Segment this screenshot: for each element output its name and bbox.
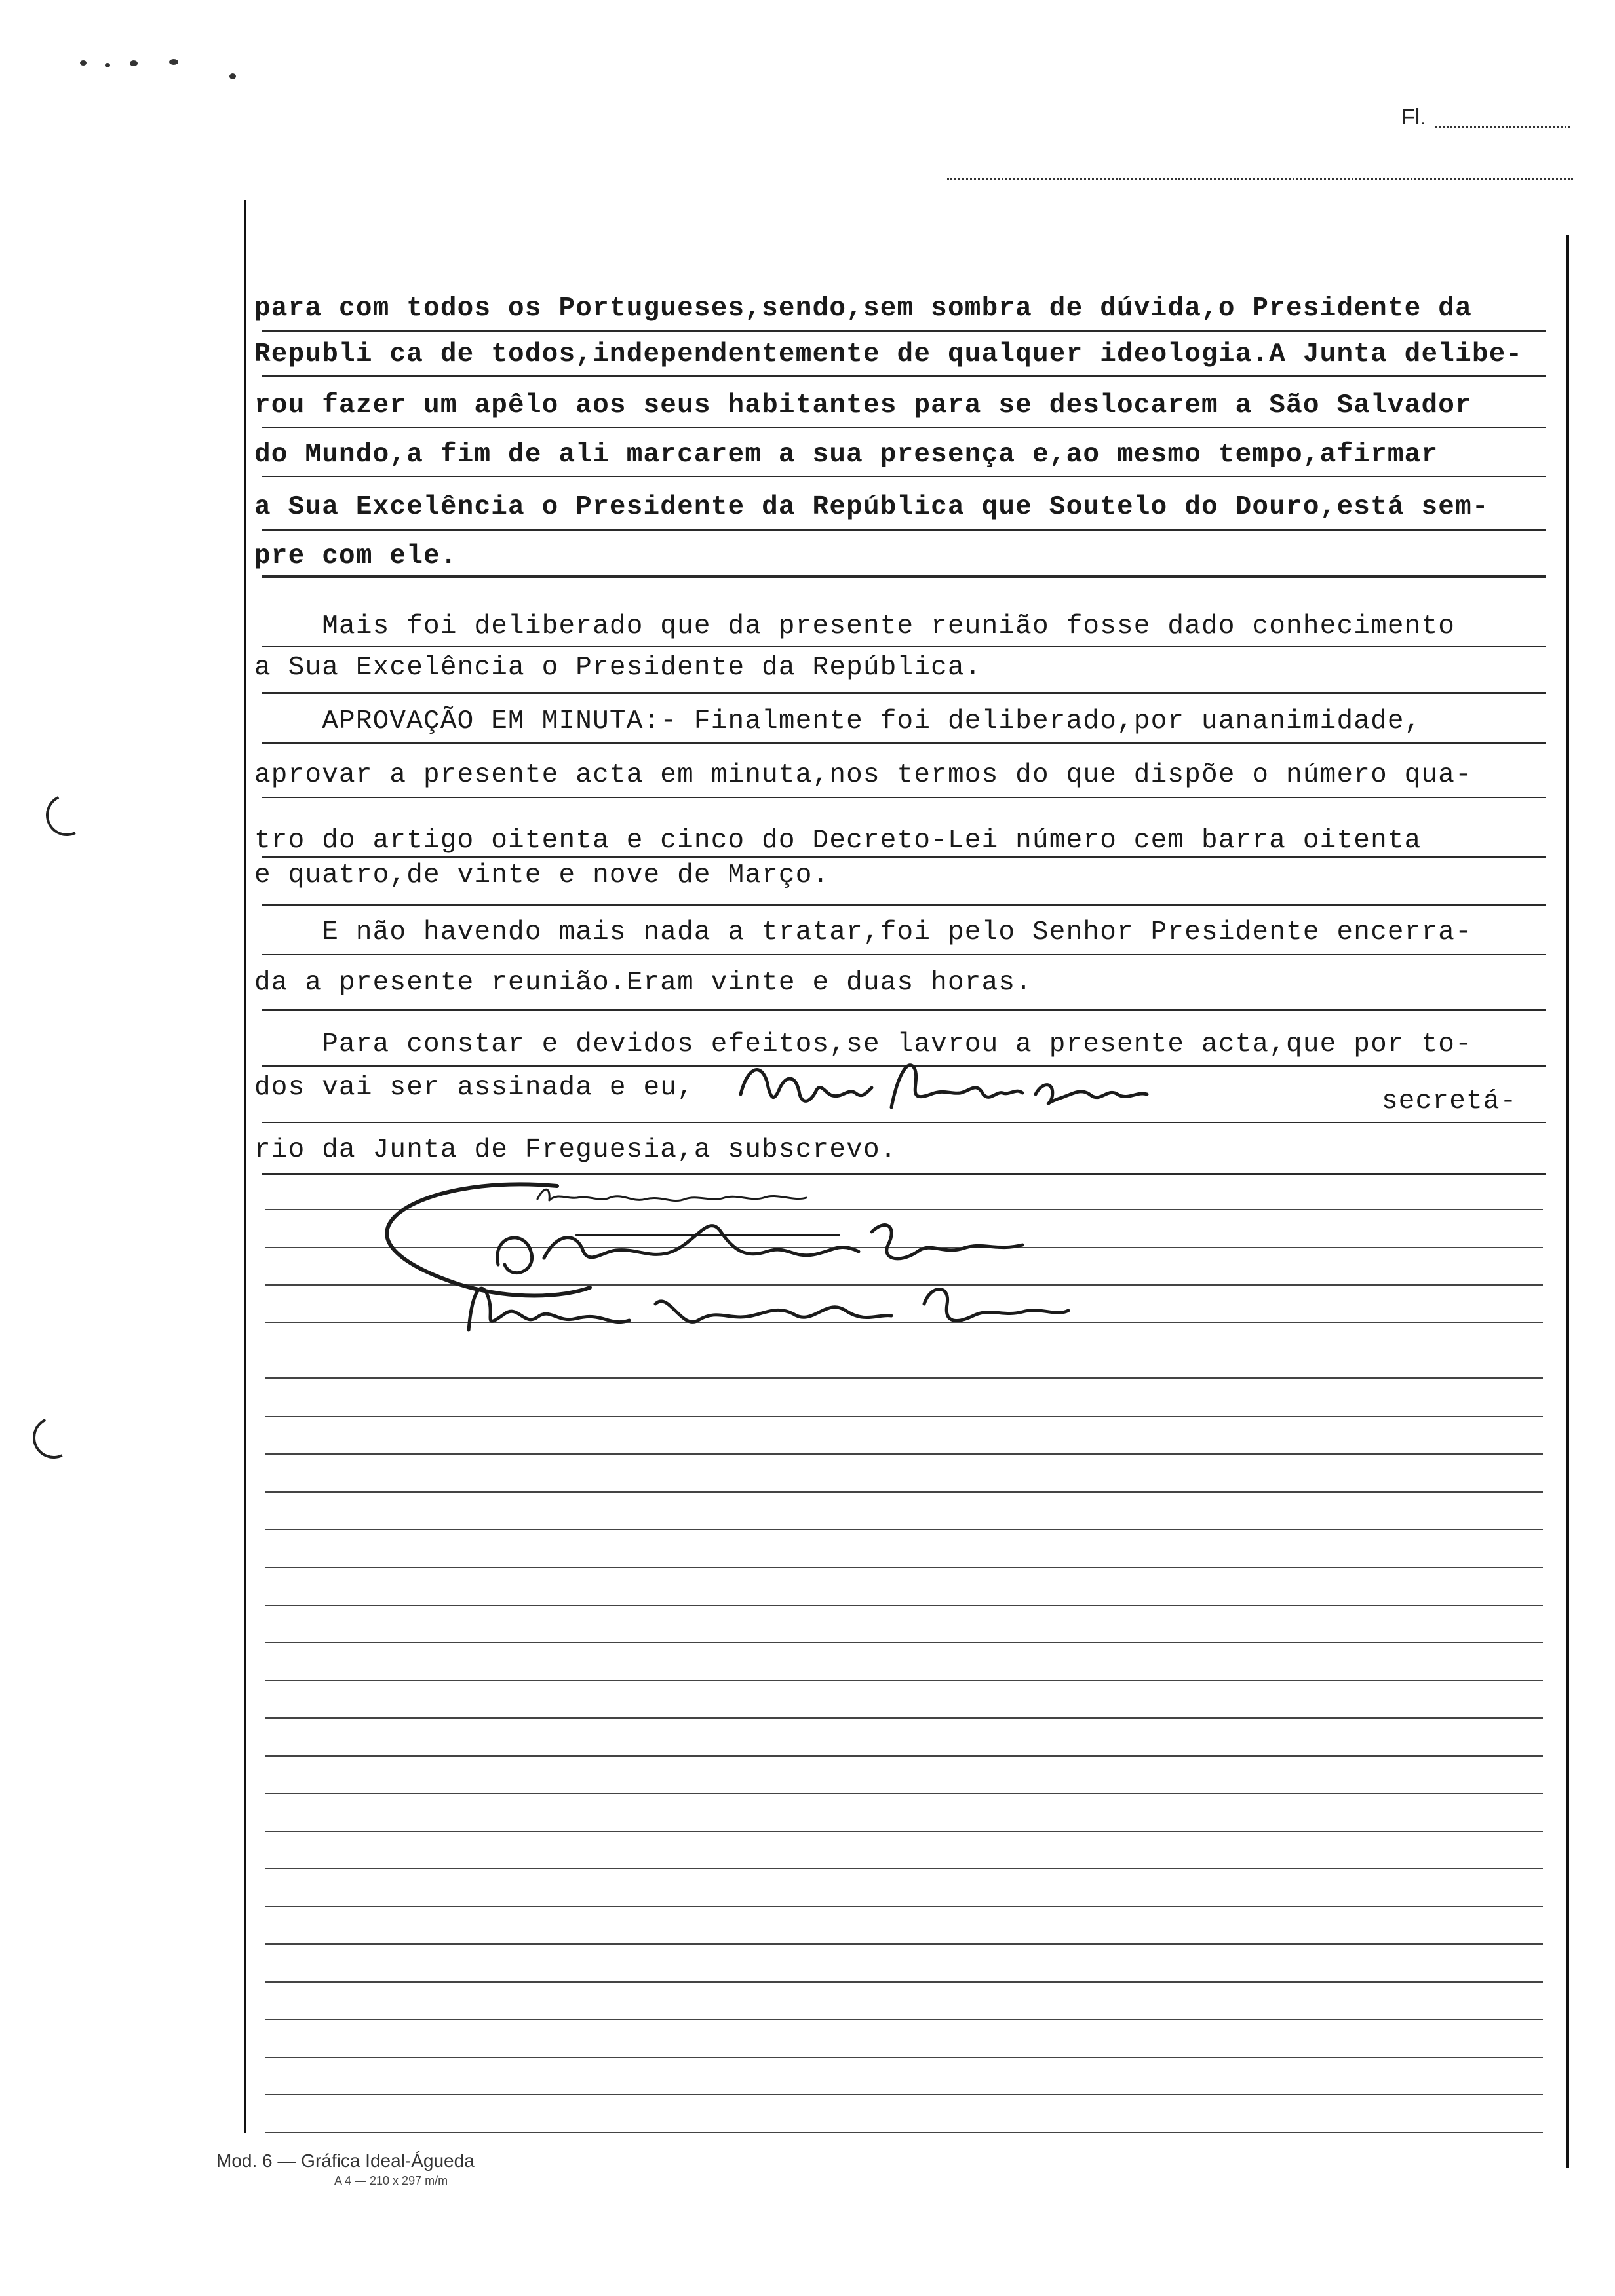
underline <box>262 742 1546 744</box>
text-line: Mais foi deliberado que da presente reunião fosse dado conhecimento <box>254 611 1456 641</box>
ruled-line <box>265 1453 1543 1455</box>
text-line: do Mundo,a fim de ali marcarem a sua presença e,ao mesmo tempo,afirmar <box>254 440 1439 470</box>
underline <box>262 797 1546 798</box>
ruled-line <box>265 1605 1543 1606</box>
ruled-line <box>265 2019 1543 2020</box>
ruled-line <box>265 1642 1543 1643</box>
underline <box>262 529 1546 531</box>
ruled-line <box>265 1717 1543 1719</box>
ruled-line <box>265 2132 1543 2133</box>
text-line: a Sua Excelência o Presidente da República. <box>254 653 982 683</box>
signature-inline <box>734 1055 1154 1127</box>
ruled-line <box>265 1680 1543 1681</box>
ruled-line <box>265 1416 1543 1417</box>
scan-speck <box>169 59 178 65</box>
text-line: Para constar e devidos efeitos,se lavrou a presente acta,que por to- <box>254 1029 1472 1060</box>
text-line: rou fazer um apêlo aos seus habitantes para se deslocarem a São Salvador <box>254 391 1472 421</box>
underline <box>262 954 1546 955</box>
text-line: E não havendo mais nada a tratar,foi pelo Senhor Presidente encerra- <box>254 917 1472 947</box>
text-line: pre com ele. <box>254 541 457 571</box>
text-line: a Sua Excelência o Presidente da República que Soutelo do Douro,está sem- <box>254 492 1489 522</box>
ruled-line <box>265 1981 1543 1983</box>
text-line: da a presente reunião.Eram vinte e duas horas. <box>254 968 1032 998</box>
ruled-line <box>265 1831 1543 1832</box>
margin-line-right <box>1566 235 1569 2168</box>
signature-1 <box>341 1173 1127 1343</box>
ruled-line <box>265 1377 1543 1379</box>
folio-dotted-line <box>1435 126 1570 128</box>
margin-line-left <box>244 200 246 2133</box>
ruled-line <box>265 1943 1543 1945</box>
ruled-line <box>265 2057 1543 2058</box>
underline <box>262 330 1546 332</box>
scan-speck <box>130 60 138 66</box>
ruled-line <box>265 1567 1543 1568</box>
text-line: para com todos os Portugueses,sendo,sem sombra de dúvida,o Presidente da <box>254 294 1472 324</box>
text-line: tro do artigo oitenta e cinco do Decreto-Lei número cem barra oitenta <box>254 826 1422 856</box>
text-line: APROVAÇÃO EM MINUTA:- Finalmente foi deliberado,por uananimidade, <box>254 706 1422 737</box>
ruled-line <box>265 1755 1543 1757</box>
underline <box>262 476 1546 477</box>
underline <box>262 375 1546 377</box>
scan-speck <box>229 73 236 79</box>
punch-hole-lower <box>27 1411 81 1464</box>
underline <box>262 904 1546 906</box>
underline <box>262 692 1546 694</box>
header-dotted-line <box>947 178 1573 180</box>
underline <box>262 1009 1546 1011</box>
text-line: rio da Junta de Freguesia,a subscrevo. <box>254 1135 897 1165</box>
ruled-line <box>265 1906 1543 1907</box>
ruled-line <box>265 1793 1543 1794</box>
scan-speck <box>105 63 110 67</box>
underline <box>262 646 1546 647</box>
text-line: aprovar a presente acta em minuta,nos termos do que dispõe o número qua- <box>254 760 1472 790</box>
underline <box>262 575 1546 578</box>
text-line: dos vai ser assinada e eu, <box>254 1073 694 1103</box>
underline <box>262 427 1546 428</box>
punch-hole-upper <box>40 788 94 842</box>
text-line-suffix: secretá- <box>1382 1086 1517 1117</box>
ruled-line <box>265 2094 1543 2095</box>
printer-imprint: Mod. 6 — Gráfica Ideal-Águeda <box>216 2151 475 2171</box>
ruled-line <box>265 1868 1543 1869</box>
text-line: e quatro,de vinte e nove de Março. <box>254 860 830 890</box>
text-line: Republi ca de todos,independentemente de qualquer ideologia.A Junta delibe- <box>254 339 1523 370</box>
underline <box>262 856 1546 858</box>
ruled-line <box>265 1491 1543 1493</box>
scan-speck <box>80 60 87 66</box>
folio-label: Fl. <box>1401 105 1426 130</box>
paper-size-imprint: A 4 — 210 x 297 m/m <box>334 2174 448 2187</box>
ruled-line <box>265 1529 1543 1530</box>
